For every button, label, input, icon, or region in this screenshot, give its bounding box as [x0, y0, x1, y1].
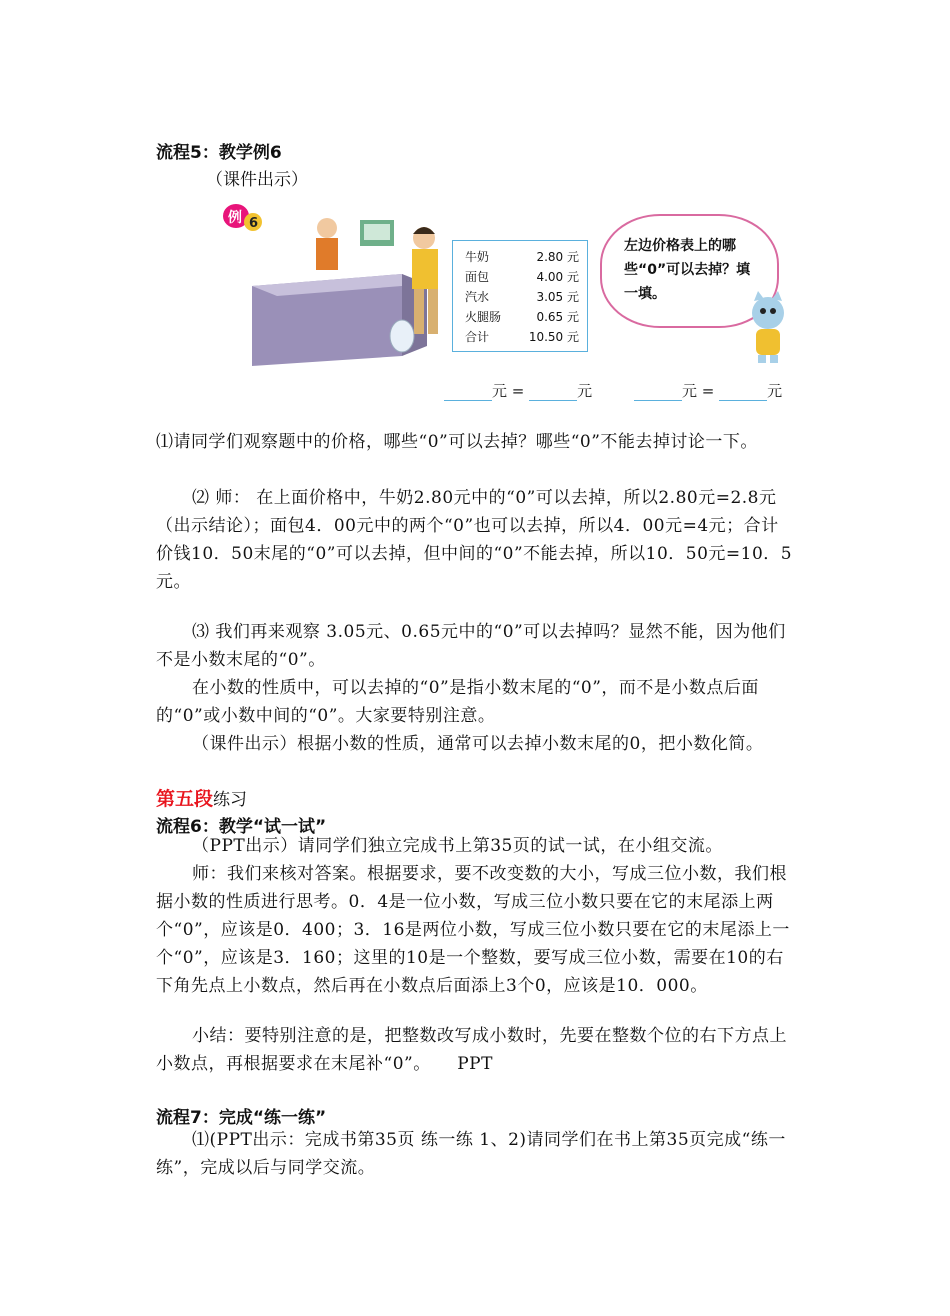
section-5-label: 第五段: [156, 788, 214, 810]
paragraph-1: ⑴请同学们观察题中的价格，哪些“0”可以去掉？哪些“0”不能去掉讨论一下。: [156, 432, 758, 452]
blank-field[interactable]: [634, 386, 682, 401]
blank-field[interactable]: [529, 386, 577, 401]
fill-blank-2: 元 = 元: [634, 380, 782, 401]
cat-character-icon: [742, 291, 797, 366]
fill-blank-1: 元 = 元: [444, 380, 592, 401]
flow7-paragraph-1: ⑴(PPT出示：完成书第35页 练一练 1、2)请同学们在书上第35页完成“练一练”，完成以后与同学交流。: [156, 1130, 786, 1178]
flow7-title: 流程7：完成“练一练”: [156, 1108, 327, 1128]
flow5-title: 流程5：教学例6: [156, 143, 282, 163]
price-row: 面包 4.00 元: [465, 270, 579, 284]
paragraph-2: ⑵ 师： 在上面价格中，牛奶2.80元中的“0”可以去掉，所以2.80元=2.8元（出示结论）；面包4．00元中的两个“0”也可以去掉，所以4．00元=4元；合计价钱10．50末尾的“0”可以去掉，但中间的“0”不能去掉，所以10．50元=10．5元。: [156, 488, 793, 592]
section-5-heading: [156, 784, 247, 811]
bubble-text: 左边价格表上的哪些“0”可以去掉？填一填。: [624, 238, 751, 302]
price-row: 汽水 3.05 元: [465, 290, 579, 304]
flow6-title: 流程6：教学“试一试”: [156, 817, 327, 837]
flow6-paragraph-2: 师：我们来核对答案。根据要求，要不改变数的大小，写成三位小数，我们根据小数的性质进行思考。0．4是一位小数，写成三位小数只要在它的末尾添上两个“0”，应该是0．400；3．16是两位小数，写成三位小数只要在它的末尾添上一个“0”，应该是3．160；这里的10是一个整数，要写成三位小数，需要在10的右下角先点上小数点，然后再在小数点后面添上3个0，应该是10．000。: [156, 864, 790, 996]
paragraph-5: （课件出示）根据小数的性质，通常可以去掉小数末尾的0，把小数化简。: [192, 734, 764, 754]
badge-char: 例: [228, 210, 242, 226]
price-row: 火腿肠 0.65 元: [465, 310, 579, 324]
section-5-rest: 练习: [213, 790, 248, 810]
example-6-illustration: [222, 196, 802, 411]
blank-field[interactable]: [444, 386, 492, 401]
courseware-note: （课件出示）: [206, 170, 308, 190]
price-table: [452, 240, 588, 352]
flow6-paragraph-3: 小结：要特别注意的是，把整数改写成小数时，先要在整数个位的右下方点上小数点，再根据要求在末尾补“0”。 PPT: [156, 1026, 787, 1074]
shop-scene-icon: [252, 206, 452, 366]
paragraph-3: ⑶ 我们再来观察 3.05元、0.65元中的“0”可以去掉吗？显然不能，因为他们不是小数末尾的“0”。: [156, 622, 786, 670]
price-row: 牛奶 2.80 元: [465, 250, 579, 264]
flow6-paragraph-1: （PPT出示）请同学们独立完成书上第35页的试一试，在小组交流。: [192, 836, 723, 856]
badge-num: 6: [249, 216, 259, 231]
price-row: 合计 10.50 元: [465, 330, 579, 344]
blank-field[interactable]: [719, 386, 767, 401]
paragraph-4: 在小数的性质中，可以去掉的“0”是指小数末尾的“0”，而不是小数点后面的“0”或小数中间的“0”。大家要特别注意。: [156, 678, 759, 726]
